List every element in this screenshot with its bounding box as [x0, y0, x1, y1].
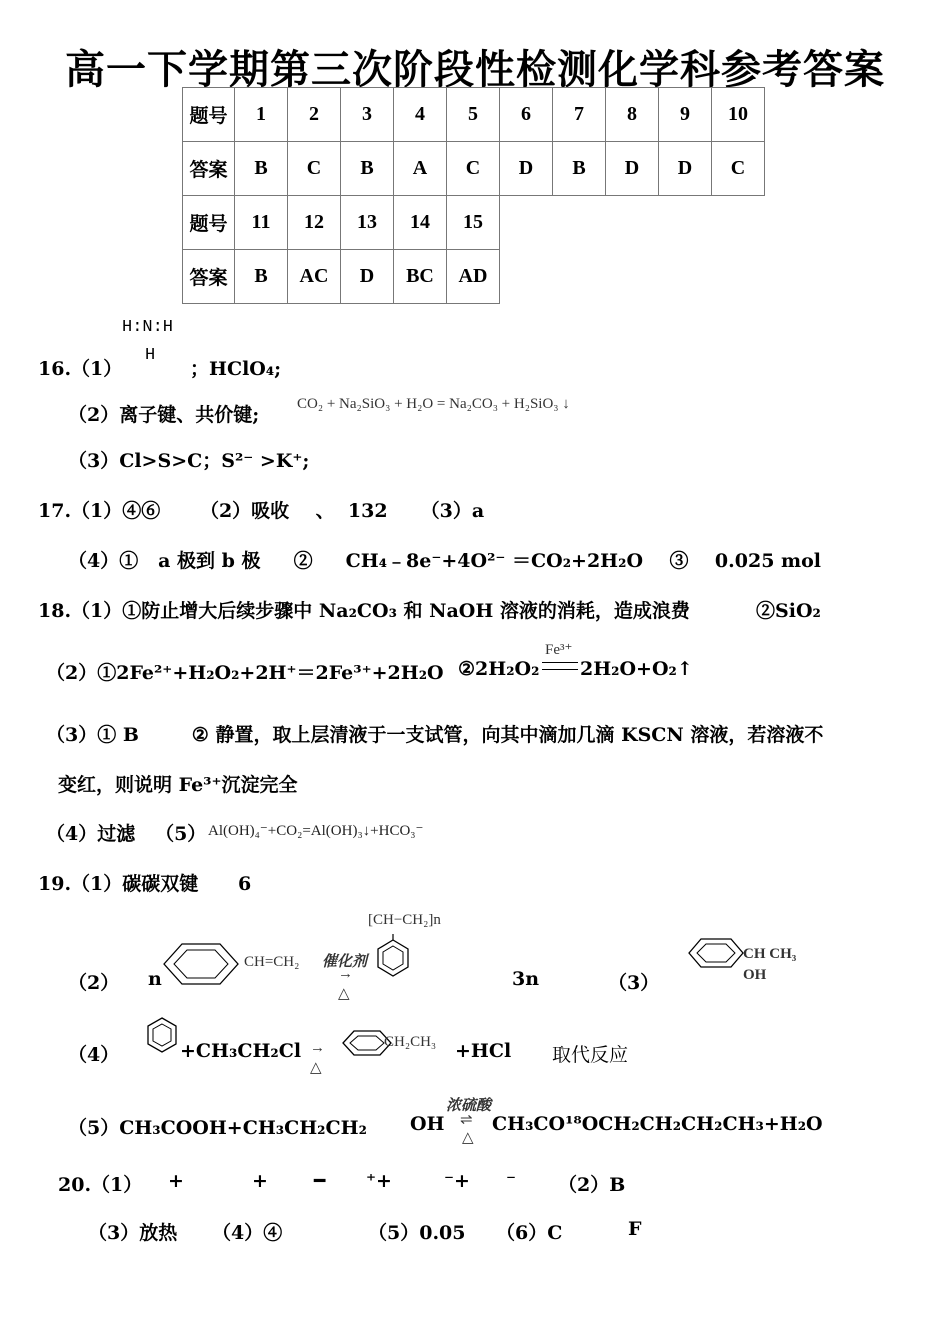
q20-part4: （4）④	[212, 1222, 283, 1244]
q19-part5-oh: OH	[410, 1113, 445, 1135]
table-cell: 11	[235, 196, 288, 250]
table-cell: 4	[394, 88, 447, 142]
q19-part4-arrow: →	[310, 1040, 325, 1056]
table-cell: BC	[394, 250, 447, 304]
q18-line1: 18.（1）①防止增大后续步骤中 Na₂CO₃ 和 NaOH 溶液的消耗，造成浪费 ②SiO₂	[38, 600, 821, 622]
table-cell: D	[500, 142, 553, 196]
answer-table	[182, 87, 765, 304]
q20-part6: （6）C	[496, 1222, 563, 1244]
table-row	[183, 250, 765, 304]
q19-part4-ethyl: CH₂CH₃	[384, 1034, 437, 1050]
q19-part4-reagent: +CH₃CH₂Cl	[180, 1040, 302, 1062]
q19-part4-heat: △	[310, 1060, 322, 1076]
q19-heat-symbol: △	[338, 986, 350, 1002]
q20-cation-plus: ⁺+	[366, 1170, 392, 1192]
table-row	[183, 142, 765, 196]
q18-line3: （3）① B ② 静置，取上层清液于一支试管，向其中滴加几滴 KSCN 溶液，若溶液不	[46, 724, 824, 746]
q19-part2-label: （2）	[68, 972, 120, 994]
table-header-cell: 题号	[183, 88, 235, 142]
table-row	[183, 88, 765, 142]
q16-part1-answer: ；HClO₄;	[190, 358, 282, 380]
table-cell: 14	[394, 196, 447, 250]
q16-part2-equation: CO₂ + Na₂SiO₃ + H₂O = Na₂CO₃ + H₂SiO₃ ↓	[297, 396, 570, 412]
table-cell: AD	[447, 250, 500, 304]
table-cell: 6	[500, 88, 553, 142]
table-cell: C	[288, 142, 341, 196]
q18-line2-part2: ②2H₂O₂	[458, 658, 540, 680]
table-cell: B	[235, 142, 288, 196]
q18-line5: （4）过滤 （5）	[46, 823, 207, 845]
q19-reaction-arrow: →	[338, 966, 353, 982]
q20-plus: +	[252, 1170, 268, 1192]
q19-polymer-repeat-unit: [CH−CH₂]n	[368, 912, 441, 928]
q18-line4: 变红，则说明 Fe³⁺沉淀完全	[58, 774, 298, 796]
q20-dash: ━	[314, 1170, 326, 1192]
table-cell: C	[712, 142, 765, 196]
q18-line2-part3: 2H₂O+O₂↑	[580, 658, 693, 680]
table-cell: B	[553, 142, 606, 196]
q19-part2-3n: 3n	[512, 968, 540, 990]
q18-catalyst-label: Fe³⁺	[545, 642, 573, 658]
q19-part4-label: （4）	[68, 1044, 120, 1066]
q19-part5-left: （5）CH₃COOH+CH₃CH₂CH₂	[68, 1117, 367, 1139]
q20-anion: ⁻	[506, 1170, 517, 1192]
q16-part3: （3）Cl>S>C；S²⁻ >K⁺;	[68, 450, 310, 472]
q20-part3: （3）放热	[88, 1222, 178, 1244]
page-title: 高一下学期第三次阶段性检测化学科参考答案	[65, 47, 885, 93]
q18-line2-part1: （2）①2Fe²⁺+H₂O₂+2H⁺＝2Fe³⁺+2H₂O	[46, 662, 444, 684]
nh3-lewis-h: H	[145, 346, 156, 365]
table-cell: B	[341, 142, 394, 196]
table-empty-area	[500, 196, 765, 250]
benzene-ring-icon	[160, 940, 242, 988]
table-cell: 12	[288, 196, 341, 250]
table-cell: 5	[447, 88, 500, 142]
q20-number: 20.（1）	[58, 1174, 143, 1196]
table-header-cell: 题号	[183, 196, 235, 250]
q18-reaction-arrow	[542, 662, 578, 670]
q19-part3-oh: OH	[743, 967, 767, 983]
table-cell: B	[235, 250, 288, 304]
table-empty-area	[500, 250, 765, 304]
table-cell: 3	[341, 88, 394, 142]
table-cell: 9	[659, 88, 712, 142]
table-cell: 2	[288, 88, 341, 142]
q17-line2: （4）① a 极到 b 极 ② CH₄﹣8e⁻+4O²⁻ ＝CO₂+2H₂O ③ 0.025 mol	[68, 550, 822, 572]
q16-number: 16.（1）	[38, 358, 123, 380]
q19-line1: 19.（1）碳碳双键 6	[38, 873, 252, 895]
benzene-ring-icon	[686, 936, 746, 970]
q16-part2-label: （2）离子键、共价键;	[68, 404, 260, 426]
benzene-ring-icon	[146, 1016, 178, 1056]
q17-line1: 17.（1）④⑥ （2）吸收 、 132 （3）a	[38, 500, 485, 522]
q20-plus: +	[168, 1170, 184, 1192]
benzene-ring-icon	[376, 934, 410, 978]
q18-part5-equation: Al(OH)₄⁻+CO₂=Al(OH)₃↓+HCO₃⁻	[208, 823, 424, 839]
q20-part6-extra: F	[628, 1218, 642, 1240]
table-cell: 7	[553, 88, 606, 142]
q19-part5-heat: △	[462, 1130, 474, 1146]
table-cell: 13	[341, 196, 394, 250]
table-row	[183, 196, 765, 250]
q19-part3-label: （3）	[608, 972, 660, 994]
table-cell: 8	[606, 88, 659, 142]
q20-part2: （2）B	[558, 1174, 626, 1196]
table-cell: 15	[447, 196, 500, 250]
q19-part5-arrow: ⇌	[460, 1112, 473, 1128]
q19-part3-chain: CH CH₃	[743, 946, 797, 962]
table-cell: 10	[712, 88, 765, 142]
table-cell: AC	[288, 250, 341, 304]
q19-catalyst-label: 催化剂	[322, 954, 368, 970]
table-cell: D	[606, 142, 659, 196]
q19-part4-hcl: +HCl	[455, 1040, 512, 1062]
q19-part5-right: CH₃CO¹⁸OCH₂CH₂CH₂CH₃+H₂O	[492, 1113, 823, 1135]
q19-part2-n: n	[148, 968, 162, 990]
nh3-lewis-structure: H:N:H	[122, 318, 174, 337]
q19-part4-reaction-type: 取代反应	[552, 1044, 629, 1066]
q20-part5: （5）0.05	[368, 1222, 466, 1244]
q19-part5-catalyst: 浓硫酸	[446, 1098, 492, 1114]
table-cell: D	[659, 142, 712, 196]
q20-anion-plus: ⁻+	[444, 1170, 470, 1192]
table-cell: 1	[235, 88, 288, 142]
table-header-cell: 答案	[183, 142, 235, 196]
table-cell: D	[341, 250, 394, 304]
q19-styrene-chain: CH=CH₂	[244, 954, 300, 970]
table-header-cell: 答案	[183, 250, 235, 304]
table-cell: A	[394, 142, 447, 196]
table-cell: C	[447, 142, 500, 196]
